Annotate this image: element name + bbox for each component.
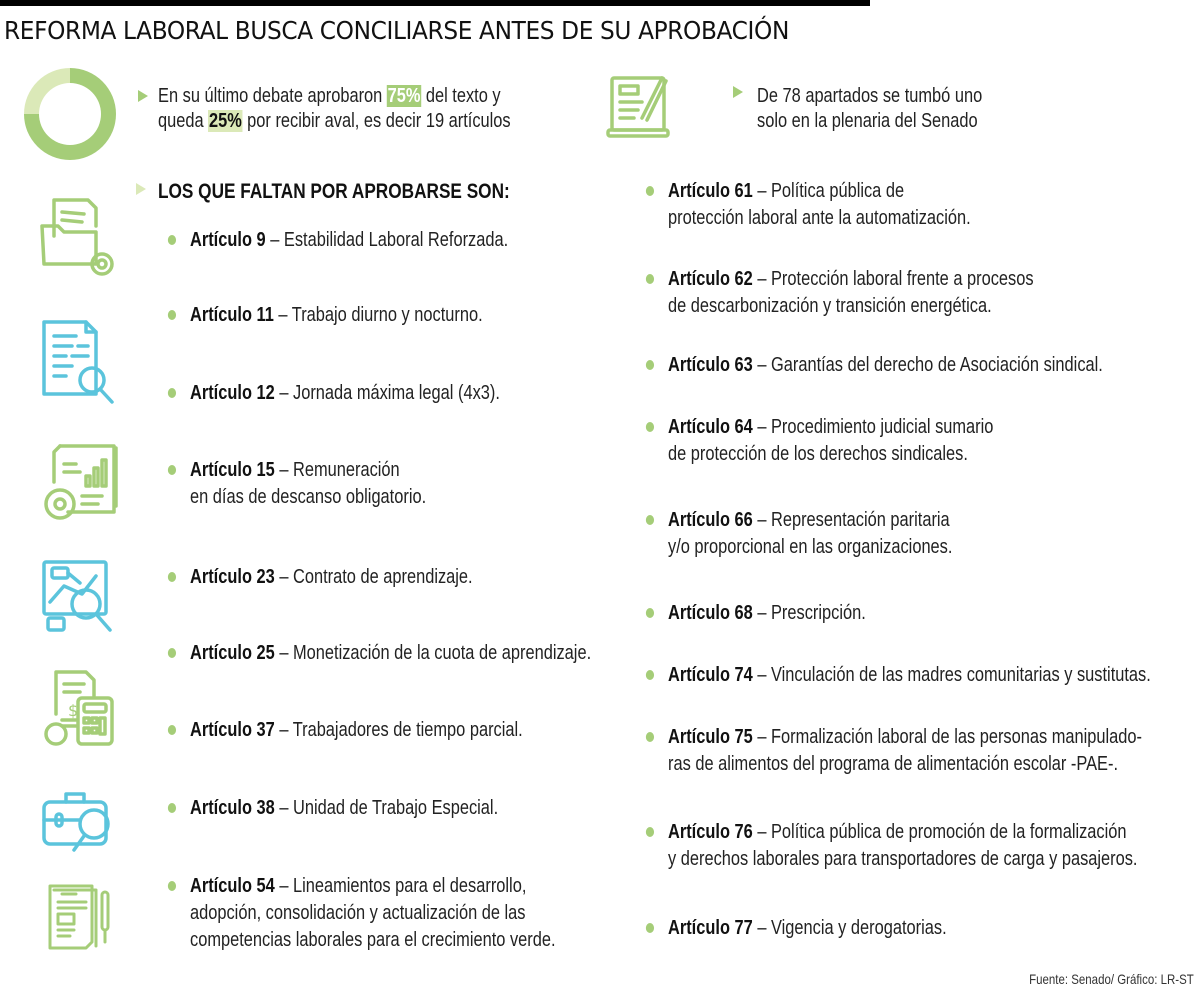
bullet-dot-icon [646, 608, 654, 618]
summary-approved: En su último debate aprobaron 75% del texto y queda 25% por recibir aval, es decir 19 artículos [158, 85, 511, 132]
source-credit: Fuente: Senado/ Gráfico: LR-ST [1029, 971, 1194, 987]
summary-struck-down: De 78 apartados se tumbó uno solo en la plenaria del Senado [757, 85, 983, 132]
article-item: Artículo 75 – Formalización laboral de las personas manipulado- ras de alimentos del programa de alimentación escolar -PAE-. [668, 724, 1142, 778]
article-item: Artículo 12 – Jornada máxima legal (4x3). [190, 380, 500, 407]
document-edit-icon [606, 70, 676, 140]
document-pen-icon [44, 880, 116, 952]
pending-pct-highlight: 25% [208, 110, 242, 132]
article-item: Artículo 9 – Estabilidad Laboral Reforzada. [190, 227, 508, 254]
bullet-dot-icon [646, 923, 654, 933]
article-item: Artículo 68 – Prescripción. [668, 600, 866, 627]
document-search-icon [36, 318, 120, 406]
triangle-bullet-icon [733, 86, 743, 98]
bullet-dot-icon [168, 881, 176, 891]
bullet-dot-icon [168, 803, 176, 813]
bullet-dot-icon [168, 725, 176, 735]
bullet-dot-icon [646, 670, 654, 680]
report-gear-icon [38, 442, 122, 526]
article-item: Artículo 74 – Vinculación de las madres comunitarias y sustitutas. [668, 662, 1151, 689]
article-item: Artículo 63 – Garantías del derecho de Asociación sindical. [668, 352, 1103, 379]
calculator-money-icon [42, 668, 116, 748]
title-bar [0, 0, 870, 6]
bullet-dot-icon [168, 572, 176, 582]
bullet-dot-icon [646, 186, 654, 196]
article-item: Artículo 62 – Protección laboral frente a procesos de descarbonización y transición energética. [668, 266, 1034, 320]
article-item: Artículo 54 – Lineamientos para el desarrollo, adopción, consolidación y actualización de las competencias laborales para el crecimiento verde. [190, 873, 556, 954]
analytics-search-icon [40, 558, 118, 636]
bullet-dot-icon [168, 648, 176, 658]
svg-text:$: $ [68, 701, 79, 720]
folder-gear-icon [36, 192, 122, 278]
bullet-dot-icon [168, 465, 176, 475]
bullet-dot-icon [646, 827, 654, 837]
article-item: Artículo 76 – Política pública de promoción de la formalización y derechos laborales para transportadores de carga y pasajeros. [668, 819, 1138, 873]
bullet-dot-icon [646, 360, 654, 370]
bullet-dot-icon [168, 388, 176, 398]
article-item: Artículo 23 – Contrato de aprendizaje. [190, 564, 473, 591]
article-item: Artículo 25 – Monetización de la cuota de aprendizaje. [190, 640, 591, 667]
page-title: REFORMA LABORAL BUSCA CONCILIARSE ANTES DE SU APROBACIÓN [4, 16, 789, 45]
article-item: Artículo 11 – Trabajo diurno y nocturno. [190, 302, 483, 329]
bullet-dot-icon [168, 235, 176, 245]
bullet-dot-icon [646, 422, 654, 432]
article-item: Artículo 61 – Política pública de protección laboral ante la automatización. [668, 178, 971, 232]
bullet-dot-icon [646, 515, 654, 525]
article-item: Artículo 64 – Procedimiento judicial sumario de protección de los derechos sindicales. [668, 414, 993, 468]
approved-pct-highlight: 75% [387, 85, 421, 107]
bullet-dot-icon [168, 310, 176, 320]
article-item: Artículo 38 – Unidad de Trabajo Especial. [190, 795, 498, 822]
triangle-bullet-icon [136, 183, 146, 195]
approval-donut-chart [24, 68, 116, 160]
bullet-dot-icon [646, 732, 654, 742]
triangle-bullet-icon [138, 90, 148, 102]
briefcase-search-icon [40, 788, 120, 860]
article-item: Artículo 66 – Representación paritaria y/o proporcional en las organizaciones. [668, 507, 952, 561]
bullet-dot-icon [646, 274, 654, 284]
article-item: Artículo 37 – Trabajadores de tiempo parcial. [190, 717, 523, 744]
pending-heading: LOS QUE FALTAN POR APROBARSE SON: [158, 180, 510, 203]
article-item: Artículo 15 – Remuneración en días de descanso obligatorio. [190, 457, 426, 511]
article-item: Artículo 77 – Vigencia y derogatorias. [668, 915, 947, 942]
